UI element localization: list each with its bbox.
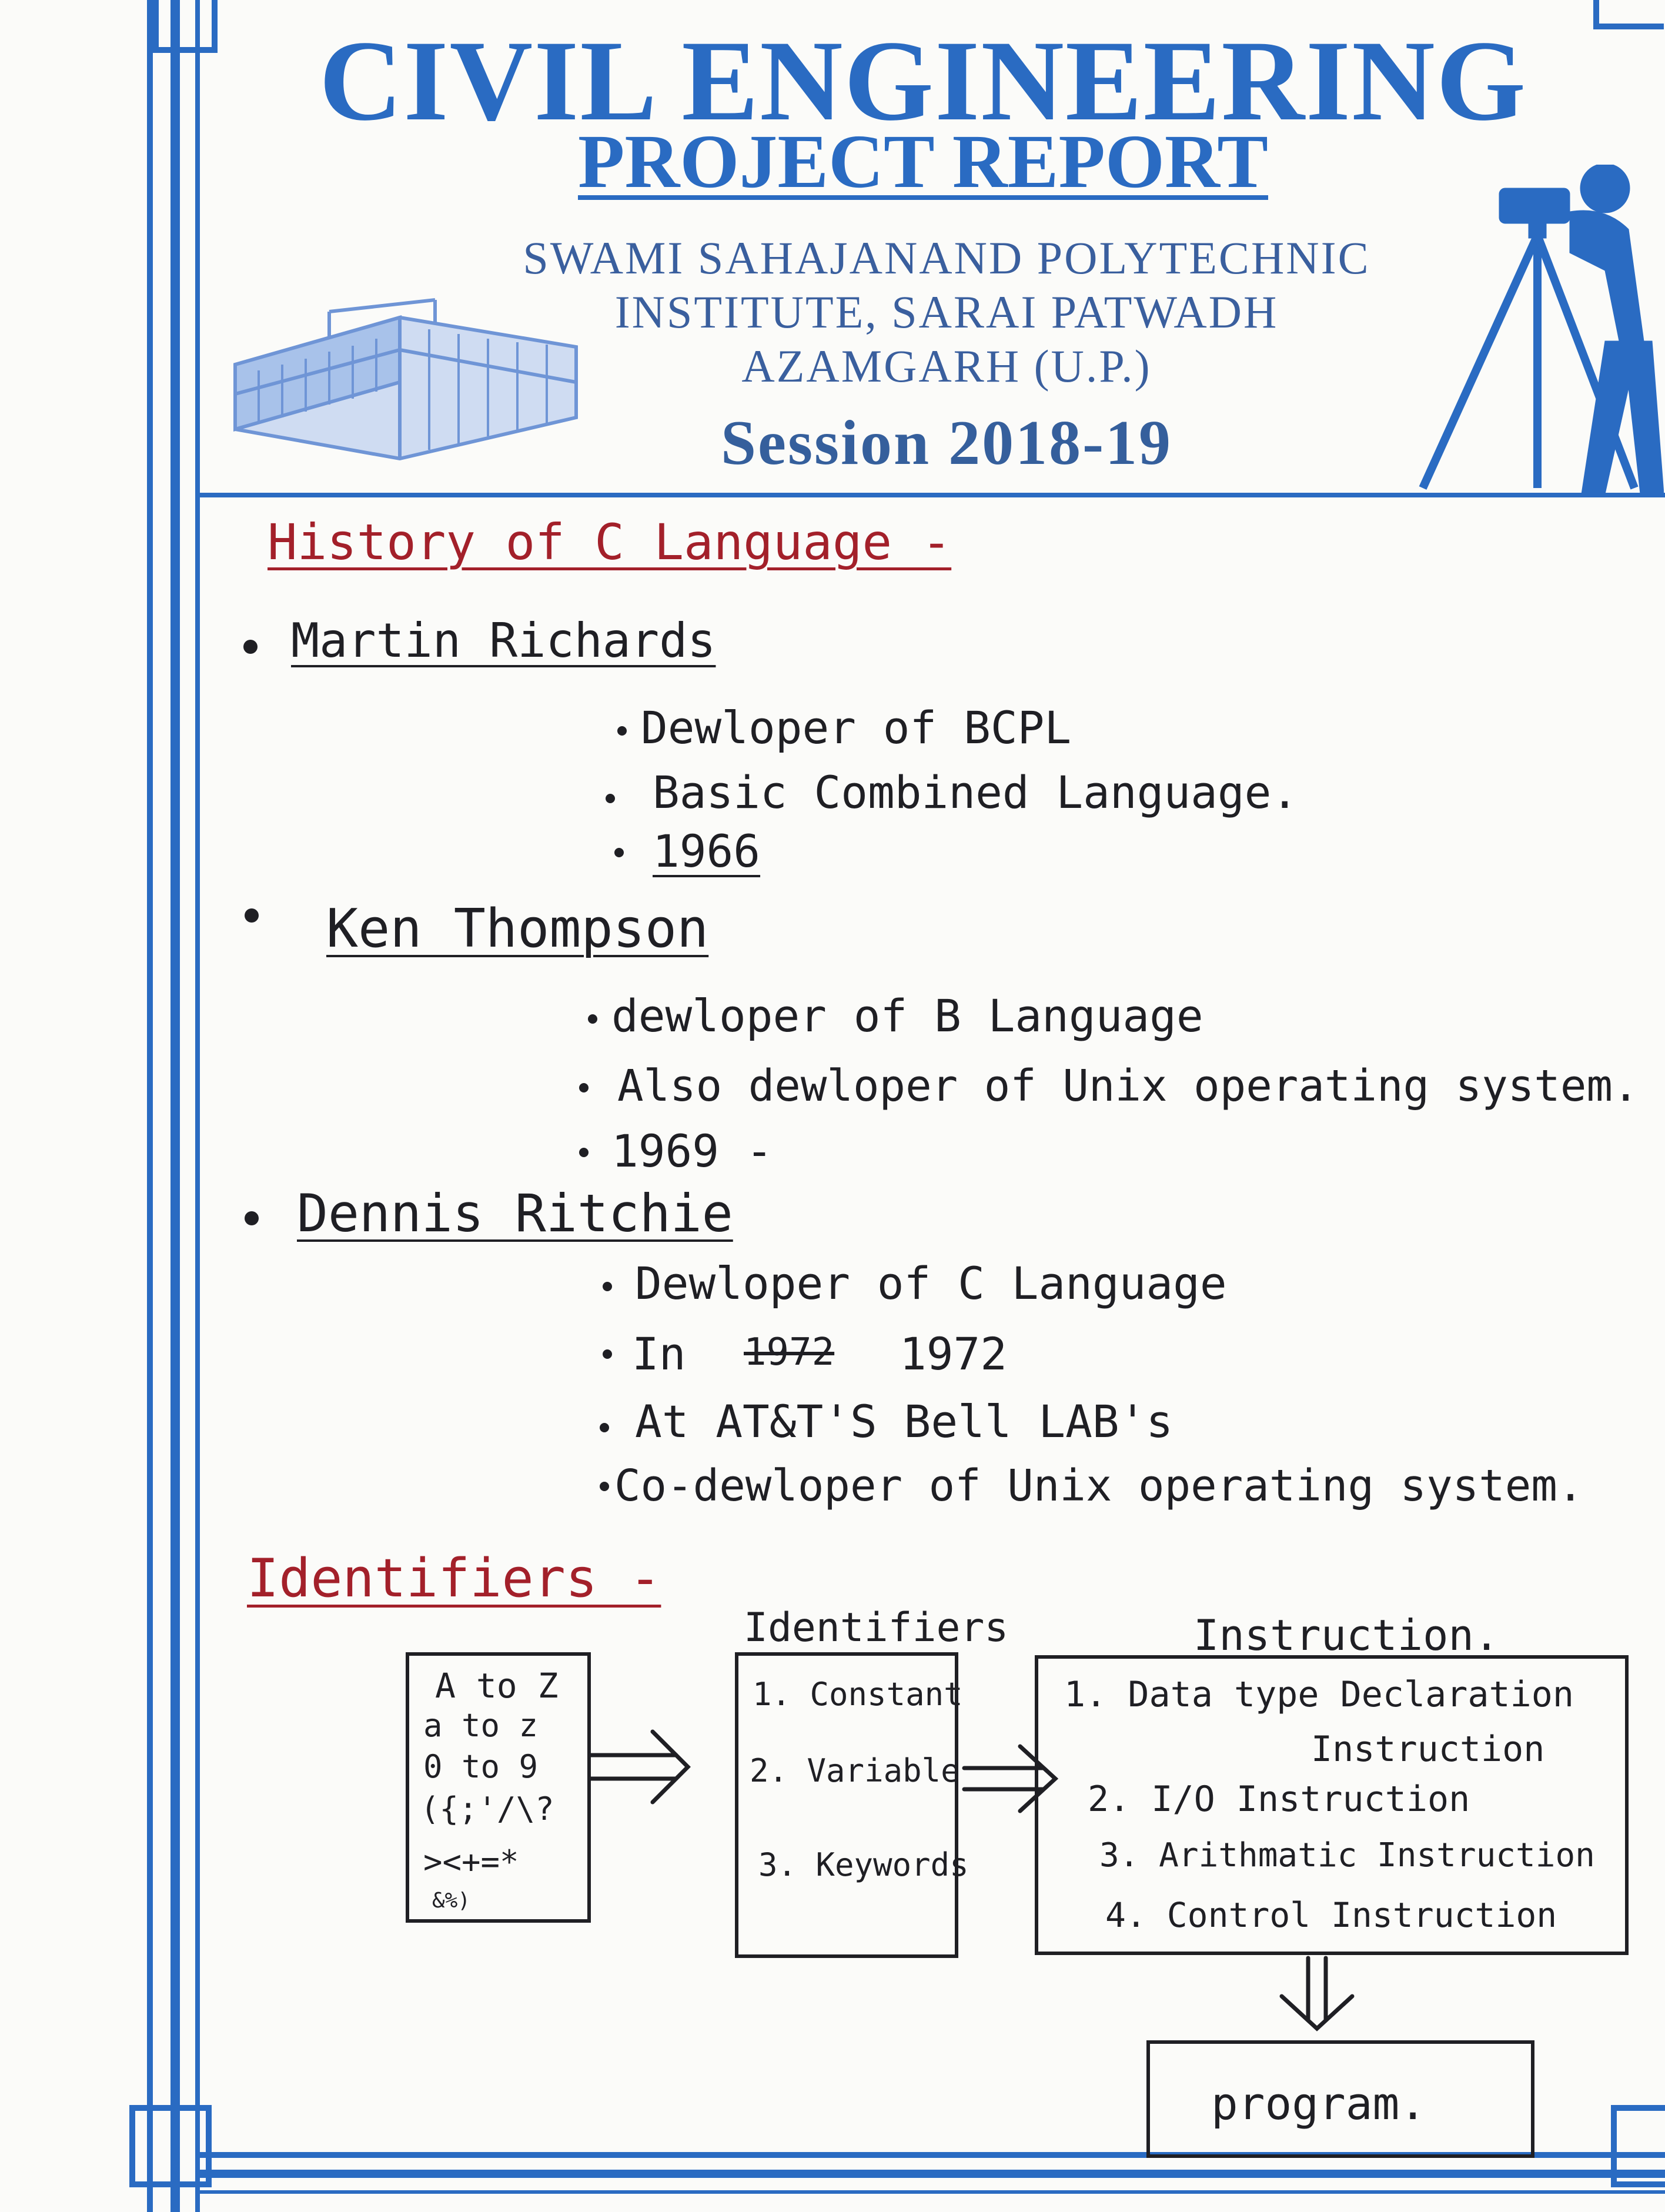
institute-line-2: INSTITUTE, SARAI PATWADH bbox=[614, 286, 1279, 338]
identifiers-heading: Identifiers - bbox=[247, 1548, 661, 1609]
institute-line-1: SWAMI SAHAJANAND POLYTECHNIC bbox=[523, 232, 1370, 283]
struck-year: 1972 bbox=[744, 1331, 835, 1374]
person-name-martin-richards: Martin Richards bbox=[291, 613, 716, 668]
charset-line: ><+=* bbox=[423, 1843, 519, 1880]
bullet-icon bbox=[588, 1014, 597, 1024]
charset-line: a to z bbox=[423, 1707, 539, 1744]
charset-line: &%) bbox=[432, 1889, 471, 1913]
program-label: program. bbox=[1211, 2077, 1427, 2130]
person-name-ken-thompson: Ken Thompson bbox=[326, 898, 709, 960]
ken-point-3: 1969 - bbox=[611, 1125, 773, 1177]
identifier-item: 2. Variable bbox=[750, 1752, 960, 1789]
dennis-point-1: Dewloper of C Language bbox=[635, 1257, 1227, 1309]
building-illustration bbox=[223, 282, 588, 476]
bullet-icon bbox=[245, 908, 259, 923]
instruction-item: 4. Control Instruction bbox=[1105, 1895, 1557, 1935]
charset-line: A to Z bbox=[435, 1666, 559, 1706]
instruction-box-title: Instruction. bbox=[1193, 1610, 1500, 1660]
martin-point-3: 1966 bbox=[653, 825, 761, 877]
bullet-icon bbox=[579, 1148, 589, 1157]
martin-point-1: Dewloper of BCPL bbox=[641, 701, 1072, 754]
report-title: CIVIL ENGINEERING bbox=[319, 17, 1527, 145]
bullet-icon bbox=[606, 794, 615, 803]
ken-point-2: Also dewloper of Unix operating system. bbox=[617, 1061, 1639, 1111]
identifier-item: 3. Keywords bbox=[758, 1846, 969, 1883]
report-subtitle: PROJECT REPORT bbox=[578, 119, 1268, 204]
instruction-item: 1. Data type Declaration bbox=[1064, 1674, 1574, 1715]
bullet-icon bbox=[617, 726, 627, 736]
instruction-item: 3. Arithmatic Instruction bbox=[1099, 1836, 1595, 1874]
double-arrow-icon bbox=[588, 1729, 694, 1805]
identifier-item: 1. Constant bbox=[753, 1676, 963, 1713]
history-heading: History of C Language - bbox=[268, 513, 952, 571]
down-arrow-icon bbox=[1270, 1955, 1364, 2031]
dennis-point-4: Co-dewloper of Unix operating system. bbox=[614, 1461, 1584, 1511]
martin-point-2: Basic Combined Language. bbox=[653, 766, 1299, 818]
person-name-dennis-ritchie: Dennis Ritchie bbox=[297, 1183, 733, 1244]
surveyor-illustration bbox=[1411, 165, 1664, 494]
identifiers-box-title: Identifiers bbox=[744, 1605, 1009, 1651]
charset-line: 0 to 9 bbox=[423, 1748, 539, 1785]
instruction-item: 2. I/O Instruction bbox=[1088, 1779, 1470, 1820]
bullet-icon bbox=[603, 1282, 612, 1291]
session-label: Session 2018-19 bbox=[720, 408, 1173, 478]
bullet-icon bbox=[600, 1423, 609, 1432]
bullet-icon bbox=[243, 640, 258, 654]
bullet-icon bbox=[245, 1211, 259, 1225]
bullet-icon bbox=[614, 848, 624, 857]
dennis-point-2: In bbox=[632, 1328, 686, 1380]
instruction-item: Instruction bbox=[1311, 1729, 1545, 1770]
dennis-point-2-year: 1972 bbox=[900, 1328, 1008, 1380]
bullet-icon bbox=[603, 1349, 612, 1359]
ken-point-1: dewloper of B Language bbox=[611, 990, 1203, 1042]
dennis-point-3: At AT&T'S Bell LAB's bbox=[635, 1395, 1173, 1448]
bullet-icon bbox=[579, 1083, 589, 1092]
charset-line: ({;'/\? bbox=[420, 1790, 554, 1827]
institute-line-3: AZAMGARH (U.P.) bbox=[741, 340, 1152, 392]
bullet-icon bbox=[600, 1482, 609, 1491]
